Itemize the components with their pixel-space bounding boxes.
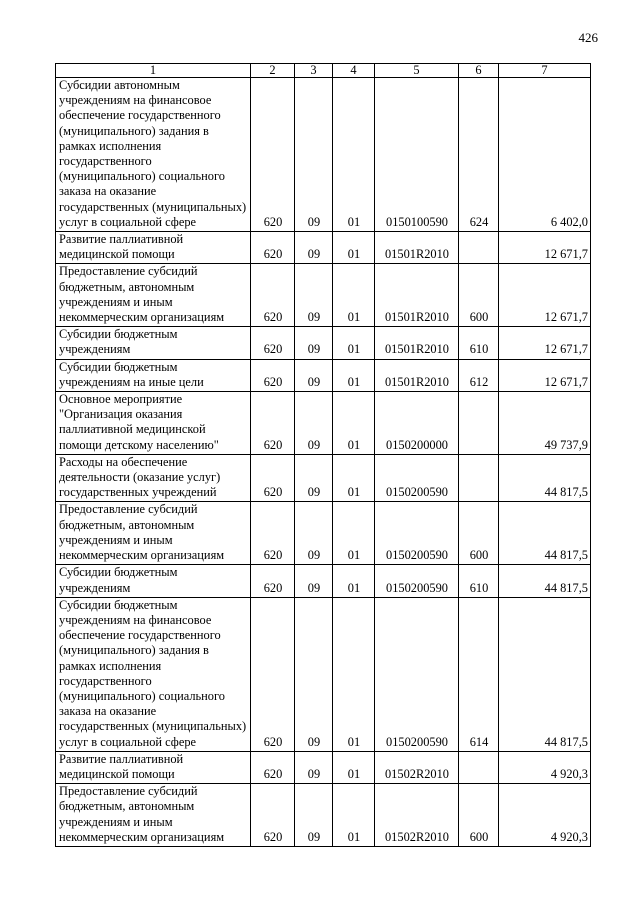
row-col5-cell: 01502R2010	[375, 784, 459, 847]
row-col6-cell: 610	[459, 565, 499, 597]
column-header: 1	[56, 64, 251, 78]
row-name-cell: Предоставление субсидий бюджетным, автономным учреждениям и иным некоммерческим организациям	[56, 264, 251, 327]
row-col5-cell: 01501R2010	[375, 232, 459, 264]
row-col5-cell: 0150200590	[375, 502, 459, 565]
row-name-cell: Субсидии бюджетным учреждениям на иные цели	[56, 359, 251, 391]
row-col5-cell: 01501R2010	[375, 359, 459, 391]
row-col2-cell: 620	[251, 327, 295, 359]
row-col4-cell: 01	[333, 232, 375, 264]
row-col2-cell: 620	[251, 392, 295, 455]
row-amount-cell: 12 671,7	[499, 359, 591, 391]
row-col6-cell	[459, 392, 499, 455]
row-col5-cell: 01501R2010	[375, 327, 459, 359]
row-amount-cell: 44 817,5	[499, 565, 591, 597]
row-col4-cell: 01	[333, 565, 375, 597]
row-name-cell: Предоставление субсидий бюджетным, автономным учреждениям и иным некоммерческим организациям	[56, 502, 251, 565]
row-name-cell: Основное мероприятие "Организация оказания паллиативной медицинской помощи детскому населению"	[56, 392, 251, 455]
row-col3-cell: 09	[295, 454, 333, 502]
row-col5-cell: 01502R2010	[375, 751, 459, 783]
row-col4-cell: 01	[333, 751, 375, 783]
column-header: 6	[459, 64, 499, 78]
table-row	[56, 565, 591, 597]
row-col3-cell: 09	[295, 565, 333, 597]
row-col6-cell: 624	[459, 78, 499, 232]
column-header: 3	[295, 64, 333, 78]
page-number: 426	[578, 30, 598, 45]
row-amount-cell: 44 817,5	[499, 454, 591, 502]
row-amount-cell: 4 920,3	[499, 784, 591, 847]
row-col2-cell: 620	[251, 454, 295, 502]
row-col3-cell: 09	[295, 359, 333, 391]
row-col6-cell	[459, 232, 499, 264]
row-col3-cell: 09	[295, 502, 333, 565]
row-col4-cell: 01	[333, 327, 375, 359]
row-name-cell: Развитие паллиативной медицинской помощи	[56, 232, 251, 264]
row-col4-cell: 01	[333, 502, 375, 565]
row-amount-cell: 49 737,9	[499, 392, 591, 455]
table-row	[56, 392, 591, 455]
row-col4-cell: 01	[333, 392, 375, 455]
table-row	[56, 327, 591, 359]
row-amount-cell: 12 671,7	[499, 327, 591, 359]
row-col2-cell: 620	[251, 232, 295, 264]
row-col3-cell: 09	[295, 264, 333, 327]
row-col2-cell: 620	[251, 784, 295, 847]
table-row	[56, 454, 591, 502]
column-header: 2	[251, 64, 295, 78]
header-row	[56, 64, 591, 78]
row-col5-cell: 0150100590	[375, 78, 459, 232]
row-col6-cell: 614	[459, 597, 499, 751]
budget-table	[55, 63, 591, 847]
row-name-cell: Субсидии автономным учреждениям на финансовое обеспечение государственного (муниципального) задания в рамках исполнения государственного (муниципального) социального заказа на оказание государственных (муниципальных) услуг в социальной сфере	[56, 78, 251, 232]
row-col5-cell: 0150200000	[375, 392, 459, 455]
row-col6-cell: 610	[459, 327, 499, 359]
row-col2-cell: 620	[251, 502, 295, 565]
row-col6-cell: 600	[459, 502, 499, 565]
row-col2-cell: 620	[251, 597, 295, 751]
table-row	[56, 232, 591, 264]
row-col5-cell: 0150200590	[375, 454, 459, 502]
column-header: 4	[333, 64, 375, 78]
row-col3-cell: 09	[295, 751, 333, 783]
row-col2-cell: 620	[251, 565, 295, 597]
row-amount-cell: 44 817,5	[499, 502, 591, 565]
row-col4-cell: 01	[333, 359, 375, 391]
table-row	[56, 597, 591, 751]
row-amount-cell: 4 920,3	[499, 751, 591, 783]
row-name-cell: Предоставление субсидий бюджетным, автономным учреждениям и иным некоммерческим организациям	[56, 784, 251, 847]
table-body	[56, 78, 591, 847]
column-header: 7	[499, 64, 591, 78]
row-col4-cell: 01	[333, 784, 375, 847]
row-col4-cell: 01	[333, 454, 375, 502]
row-col3-cell: 09	[295, 232, 333, 264]
row-col6-cell: 600	[459, 784, 499, 847]
row-name-cell: Развитие паллиативной медицинской помощи	[56, 751, 251, 783]
row-col3-cell: 09	[295, 392, 333, 455]
row-col5-cell: 01501R2010	[375, 264, 459, 327]
row-col6-cell: 612	[459, 359, 499, 391]
table-row	[56, 784, 591, 847]
table-row	[56, 502, 591, 565]
row-col5-cell: 0150200590	[375, 597, 459, 751]
table-row	[56, 751, 591, 783]
row-col3-cell: 09	[295, 78, 333, 232]
row-col4-cell: 01	[333, 78, 375, 232]
row-col4-cell: 01	[333, 597, 375, 751]
table-row	[56, 359, 591, 391]
table-row	[56, 78, 591, 232]
table-row	[56, 264, 591, 327]
row-name-cell: Субсидии бюджетным учреждениям на финансовое обеспечение государственного (муниципального) задания в рамках исполнения государственного (муниципального) социального заказа на оказание государственных (муниципальных) услуг в социальной сфере	[56, 597, 251, 751]
row-amount-cell: 12 671,7	[499, 232, 591, 264]
row-name-cell: Субсидии бюджетным учреждениям	[56, 327, 251, 359]
row-col2-cell: 620	[251, 264, 295, 327]
row-name-cell: Расходы на обеспечение деятельности (оказание услуг) государственных учреждений	[56, 454, 251, 502]
row-amount-cell: 44 817,5	[499, 597, 591, 751]
row-col3-cell: 09	[295, 784, 333, 847]
row-col2-cell: 620	[251, 359, 295, 391]
row-amount-cell: 12 671,7	[499, 264, 591, 327]
row-col4-cell: 01	[333, 264, 375, 327]
row-col5-cell: 0150200590	[375, 565, 459, 597]
row-amount-cell: 6 402,0	[499, 78, 591, 232]
row-col6-cell	[459, 454, 499, 502]
row-col2-cell: 620	[251, 751, 295, 783]
row-col6-cell	[459, 751, 499, 783]
row-col2-cell: 620	[251, 78, 295, 232]
column-header: 5	[375, 64, 459, 78]
row-col3-cell: 09	[295, 327, 333, 359]
row-name-cell: Субсидии бюджетным учреждениям	[56, 565, 251, 597]
row-col6-cell: 600	[459, 264, 499, 327]
row-col3-cell: 09	[295, 597, 333, 751]
